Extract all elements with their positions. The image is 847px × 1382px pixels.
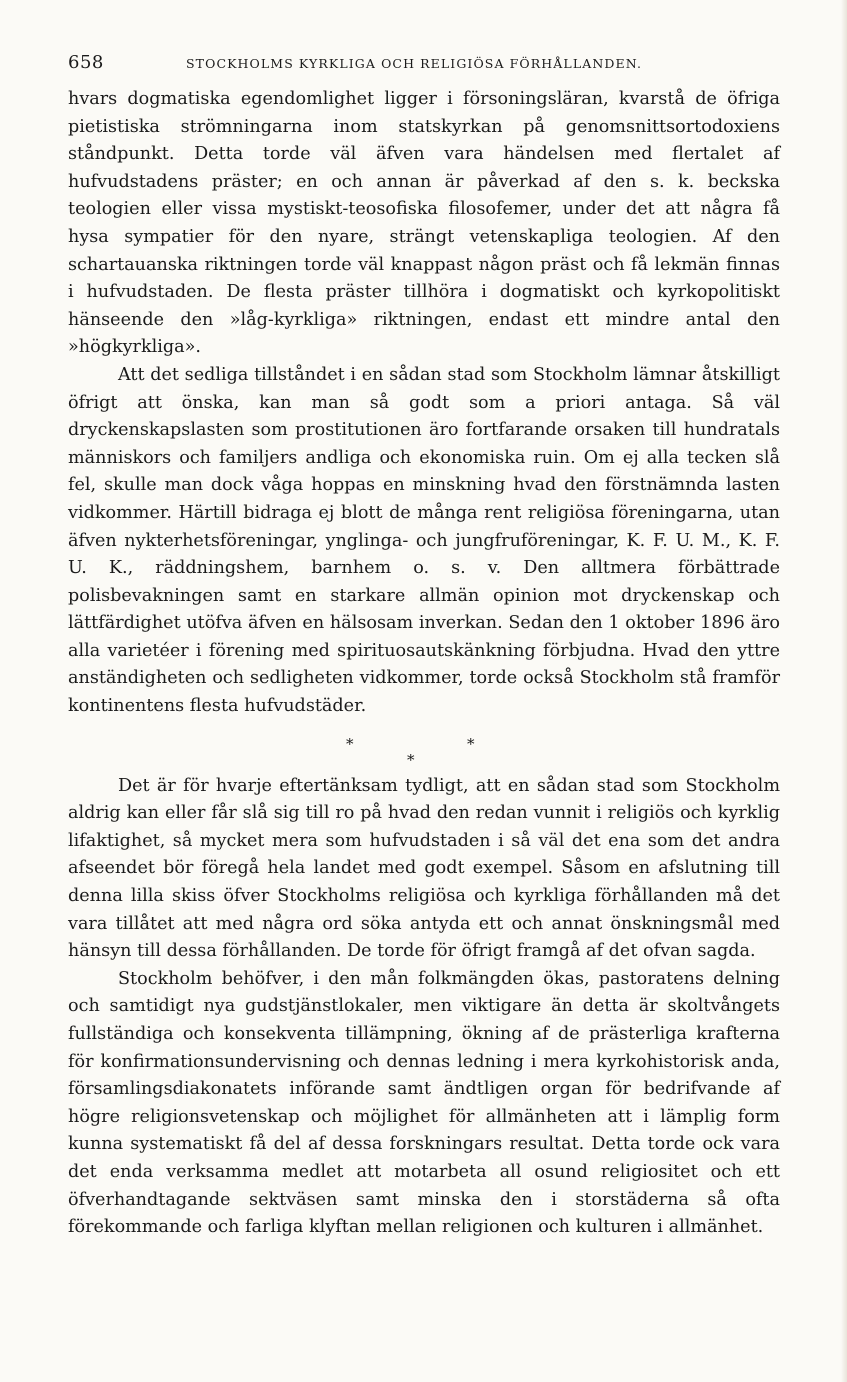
section-separator [68, 721, 780, 773]
body-text [68, 86, 780, 1242]
asterisk-center: * [407, 750, 415, 769]
paragraph-continued: hvars dogmatiska egendomlighet ligger i försoningsläran, kvarstå de öfriga pietistiska strömningarna inom statskyrkan på genomsnittsortodoxiens ståndpunkt. Detta torde väl äfven vara händelsen med flertalet af hufvudstadens präster; en och annan är påverkad af den s. k. beckska teologien eller vissa mystiskt-teosofiska filosofemer, under det att några få hysa sympatier för den nyare, strängt vetenskapliga teologien. Af den schartauanska riktningen torde väl knappast någon präst och få lekmän finnas i hufvudstaden. De flesta präster tillhöra i dogmatiskt och kyrkopolitiskt hänseende den »låg-kyrkliga» riktningen, endast ett mindre antal den »högkyrkliga». [68, 89, 780, 358]
page-number: 658 [68, 52, 104, 73]
paragraph-needs: Stockholm behöfver, i den mån folkmängden ökas, pastoratens delning och samtidigt nya gudstjänstlokaler, men viktigare än detta är skoltvångets fullständiga och konsekventa tillämpning, ökning af de prästerliga krafterna för konfirmationsundervisning och dennas ledning i mera kyrkohistorisk anda, församlingsdiakonatets införande samt ändtligen organ för bedrifvande af högre religionsvetenskap och möjlighet för allmänheten att i lämplig form kunna systematiskt få del af dessa forskningars resultat. Detta torde ock vara det enda verksamma medlet att motarbeta all osund religiositet och ett öfverhandtagande sektväsen samt minska den i storstäderna så ofta förekommande och farliga klyftan mellan religionen och kulturen i allmänhet. [68, 968, 780, 1238]
running-head: STOCKHOLMS KYRKLIGA OCH RELIGIÖSA FÖRHÅLLANDEN. [186, 56, 643, 71]
paragraph-conclusion: Det är för hvarje eftertänksam tydligt, att en sådan stad som Stockholm aldrig kan eller får slå sig till ro på hvad den redan vunnit i religiös och kyrklig lifaktighet, så mycket mera som hufvudstaden i så väl det ena som det andra afseendet bör föregå hela landet med godt exempel. Såsom en afslutning till denna lilla skiss öfver Stockholms religiösa och kyrkliga förhållanden må det vara tillåtet att med några ord söka antyda ett och annat önskningsmål med hänsyn till dessa förhållanden. De torde för öfrigt framgå af det ofvan sagda. [68, 775, 780, 962]
paragraph-morality: Att det sedliga tillståndet i en sådan stad som Stockholm lämnar åtskilligt öfrigt att önska, kan man så godt som a priori antaga. Så väl dryckenskapslasten som prostitutionen äro fortfarande orsaken till hundratals människors och familjers andliga och ekonomiska ruin. Om ej alla tecken slå fel, skulle man dock våga hoppas en minskning hvad den förstnämnda lasten vidkommer. Härtill bidraga ej blott de många rent religiösa föreningarna, utan äfven nykterhetsföreningar, ynglinga- och jungfruföreningar, K. F. U. M., K. F. U. K., räddningshem, barnhem o. s. v. Den alltmera förbättrade polisbevakningen samt en starkare allmän opinion mot dryckenskap och lättfärdighet utöfva äfven en hälsosam inverkan. Sedan den 1 oktober 1896 äro alla varietéer i förening med spirituosautskänkning förbjudna. Hvad den yttre anständigheten och sedligheten vidkommer, torde också Stockholm stå framför kontinentens flesta hufvudstäder. [68, 364, 780, 717]
asterisk-left: * [346, 734, 354, 753]
page-edge [841, 0, 847, 1382]
book-page [68, 52, 780, 1242]
asterisk-right: * [467, 734, 475, 753]
page-header [68, 52, 780, 78]
